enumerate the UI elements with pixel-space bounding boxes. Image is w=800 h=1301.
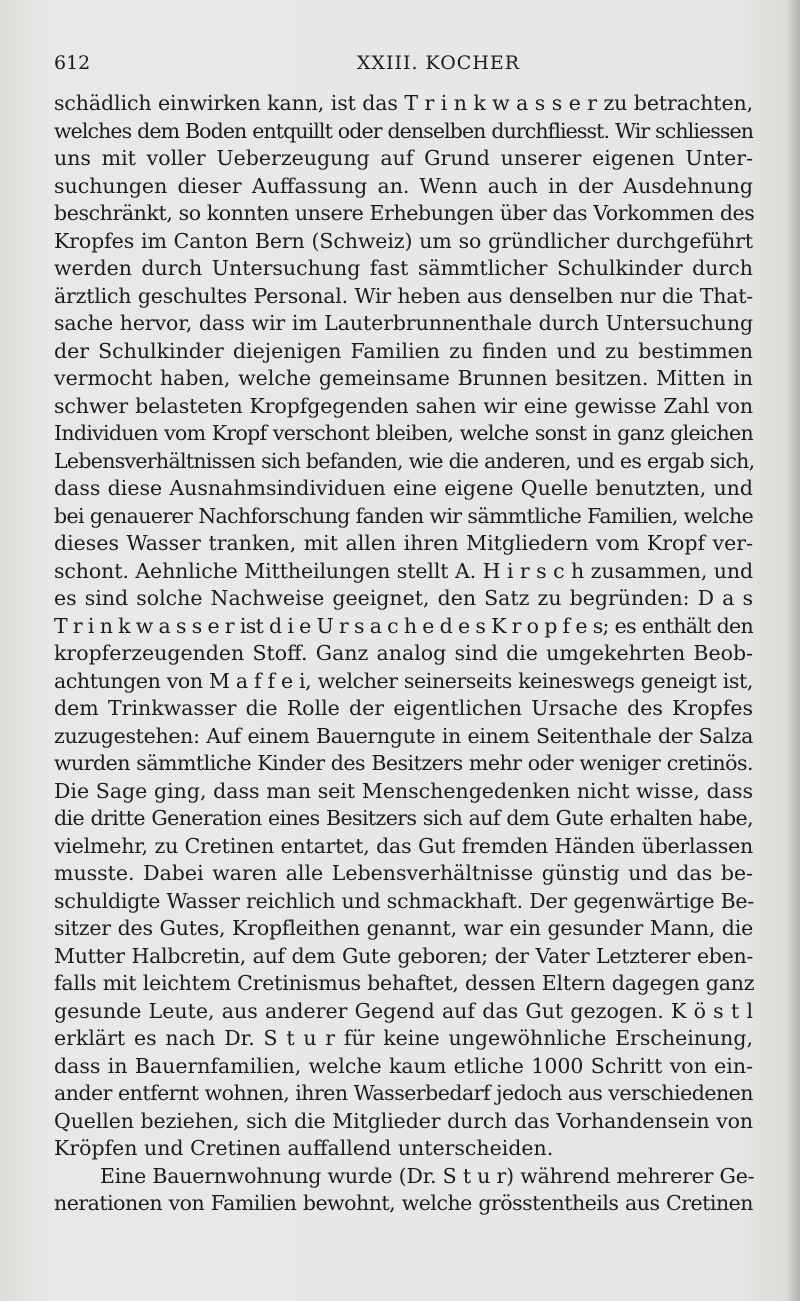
text-line: wurden sämmtliche Kinder des Besitzers mehr oder weniger cretinös.	[54, 751, 753, 775]
running-head-title: XXIII. KOCHER	[356, 52, 521, 74]
text-line: welches dem Boden entquillt oder denselben durchfliesst. Wir schliessen	[54, 118, 753, 143]
text-line: der Schulkinder diejenigen Familien zu finden und zu bestimmen	[54, 338, 753, 363]
text-line: vermocht haben, welche gemeinsame Brunnen besitzen. Mitten in	[54, 366, 753, 390]
text-line: gesunde Leute, aus anderer Gegend auf das Gut gezogen. K ö s t l	[54, 998, 753, 1023]
text-line: Kropfes im Canton Bern (Schweiz) um so gründlicher durchgeführt	[54, 228, 753, 253]
text-line: schont. Aehnliche Mittheilungen stellt A. H i r s c h zusammen, und	[54, 558, 753, 583]
text-line: vielmehr, zu Cretinen entartet, das Gut fremden Händen überlassen	[54, 833, 753, 858]
page-edge-shadow	[786, 0, 800, 1301]
text-line: Individuen vom Kropf verschont bleiben, welche sonst in ganz gleichen	[54, 421, 753, 445]
text-line: schädlich einwirken kann, ist das T r i n k w a s s e r zu betrachten,	[54, 91, 753, 115]
text-line: werden durch Untersuchung fast sämmtlicher Schulkinder durch	[54, 256, 753, 280]
page-number: 612	[54, 52, 91, 74]
text-line: Die Sage ging, dass man seit Menschengedenken nicht wisse, dass	[54, 778, 753, 803]
text-line: Lebensverhältnissen sich befanden, wie die anderen, und es ergab sich,	[54, 448, 755, 473]
text-line: kropferzeugenden Stoff. Ganz analog sind die umgekehrten Beob-	[54, 641, 753, 665]
paragraph-end-line: Kröpfen und Cretinen auffallend unterscheiden.	[54, 1136, 554, 1160]
text-line: musste. Dabei waren alle Lebensverhältnisse günstig und das be-	[54, 861, 753, 885]
text-line: beschränkt, so konnten unsere Erhebungen über das Vorkommen des	[54, 201, 755, 225]
text-line: uns mit voller Ueberzeugung auf Grund unserer eigenen Unter-	[54, 146, 753, 170]
text-line: Quellen beziehen, sich die Mitglieder durch das Vorhandensein von	[54, 1108, 753, 1133]
text-line: dem Trinkwasser die Rolle der eigentlichen Ursache des Kropfes	[54, 696, 753, 720]
text-line: T r i n k w a s s e r ist d i e U r s a c h e d e s K r o p f e s; es enthält den	[54, 613, 753, 638]
text-line: schwer belasteten Kropfgegenden sahen wir eine gewisse Zahl von	[54, 393, 753, 418]
text-line: es sind solche Nachweise geeignet, den Satz zu begründen: D a s	[54, 586, 753, 610]
text-line: Mutter Halbcretin, auf dem Gute geboren; der Vater Letzterer eben-	[54, 943, 753, 968]
text-line: ander entfernt wohnen, ihren Wasserbedarf jedoch aus verschiedenen	[54, 1081, 753, 1105]
text-line: ärztlich geschultes Personal. Wir heben aus denselben nur die That-	[54, 283, 753, 308]
text-line: sache hervor, dass wir im Lauterbrunnenthale durch Untersuchung	[54, 311, 753, 335]
text-line: falls mit leichtem Cretinismus behaftet, dessen Eltern dagegen ganz	[54, 971, 755, 995]
text-line: dieses Wasser tranken, mit allen ihren Mitgliedern vom Kropf ver-	[54, 531, 753, 555]
body-text	[54, 90, 753, 1218]
text-line: achtungen von M a f f e i, welcher seinerseits keineswegs geneigt ist,	[54, 668, 753, 693]
text-line: sitzer des Gutes, Kropfleithen genannt, war ein gesunder Mann, die	[54, 916, 753, 940]
text-line: zuzugestehen: Auf einem Bauerngute in einem Seitenthale der Salza	[54, 723, 753, 748]
text-line: nerationen von Familien bewohnt, welche grösstentheils aus Cretinen	[54, 1191, 753, 1215]
text-line: bei genauerer Nachforschung fanden wir sämmtliche Familien, welche	[54, 503, 754, 528]
text-line: dass diese Ausnahmsindividuen eine eigene Quelle benutzten, und	[54, 476, 753, 500]
running-head	[54, 52, 753, 78]
text-line: erklärt es nach Dr. S t u r für keine ungewöhnliche Erscheinung,	[54, 1026, 753, 1050]
paragraph-start-line: Eine Bauernwohnung wurde (Dr. S t u r) während mehrerer Ge-	[100, 1163, 755, 1188]
text-line: die dritte Generation eines Besitzers sich auf dem Gute erhalten habe,	[54, 806, 753, 830]
text-line: suchungen dieser Auffassung an. Wenn auch in der Ausdehnung	[54, 173, 753, 198]
text-line: dass in Bauernfamilien, welche kaum etliche 1000 Schritt von ein-	[54, 1053, 753, 1078]
text-line: schuldigte Wasser reichlich und schmackhaft. Der gegenwärtige Be-	[54, 888, 755, 913]
